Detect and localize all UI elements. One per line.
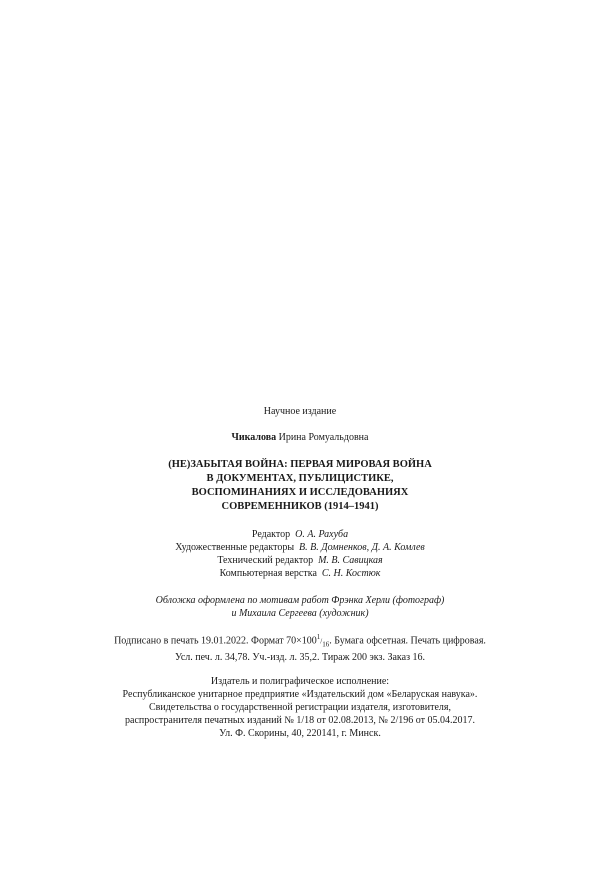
format-fraction-slash: /	[320, 637, 323, 646]
print-date-format: Подписано в печать 19.01.2022. Формат 70×100	[114, 635, 317, 647]
credit-name: О. А. Рахуба	[295, 529, 349, 540]
credit-role: Художественные редакторы	[175, 542, 295, 553]
publisher-line: Республиканское унитарное предприятие «Издательский дом «Беларуская навука».	[122, 689, 478, 701]
cover-note-line: и Михаила Сергеева (художник)	[231, 608, 369, 619]
print-info	[0, 631, 600, 664]
publisher-line: распространителя печатных изданий № 1/18 от 02.08.2013, № 2/196 от 05.04.2017.	[125, 715, 475, 727]
author-line	[0, 431, 600, 444]
title-line: (НЕ)ЗАБЫТАЯ ВОЙНА: ПЕРВАЯ МИРОВАЯ ВОЙНА	[168, 459, 432, 470]
format-fraction-denominator: 16	[322, 640, 330, 649]
title-line: В ДОКУМЕНТАХ, ПУБЛИЦИСТИКЕ,	[206, 473, 394, 484]
credit-name: В. В. Домненков, Д. А. Комлев	[299, 542, 425, 553]
imprint-page	[0, 405, 600, 740]
publisher-line: Свидетельства о государственной регистрации издателя, изготовителя,	[148, 702, 452, 714]
credit-role: Компьютерная верстка	[219, 568, 317, 579]
credit-role: Редактор	[251, 529, 291, 540]
publisher-address: Ул. Ф. Скорины, 40, 220141, г. Минск.	[219, 728, 381, 740]
credit-name: М. В. Савицкая	[318, 555, 383, 566]
cover-note-line: Обложка оформлена по мотивам работ Фрэнка Херли (фотограф)	[155, 595, 445, 606]
credit-editor	[0, 528, 600, 541]
paper-print-type: . Бумага офсетная. Печать цифровая.	[329, 635, 486, 647]
credit-tech-editor	[0, 554, 600, 567]
credits-block	[0, 528, 600, 580]
credit-role: Технический редактор	[217, 555, 314, 566]
print-volume-line: Усл. печ. л. 34,78. Уч.-изд. л. 35,2. Тираж 200 экз. Заказ 16.	[174, 652, 426, 664]
cover-note	[0, 594, 600, 620]
title-line: ВОСПОМИНАНИЯХ И ИССЛЕДОВАНИЯХ	[191, 487, 409, 498]
author-given-names: Ирина Ромуальдовна	[278, 432, 369, 443]
author-surname: Чикалова	[231, 432, 277, 443]
publisher-block	[0, 675, 600, 740]
edition-type: Научное издание	[263, 406, 337, 417]
print-info-line	[0, 631, 600, 651]
format-fraction-numerator: 1	[316, 633, 321, 641]
credit-name: С. Н. Костюк	[321, 568, 381, 579]
credit-layout	[0, 567, 600, 580]
credit-art-editors	[0, 541, 600, 554]
publisher-line: Издатель и полиграфическое исполнение:	[210, 676, 390, 688]
title-line: СОВРЕМЕННИКОВ (1914–1941)	[221, 501, 379, 512]
book-title	[0, 458, 600, 514]
